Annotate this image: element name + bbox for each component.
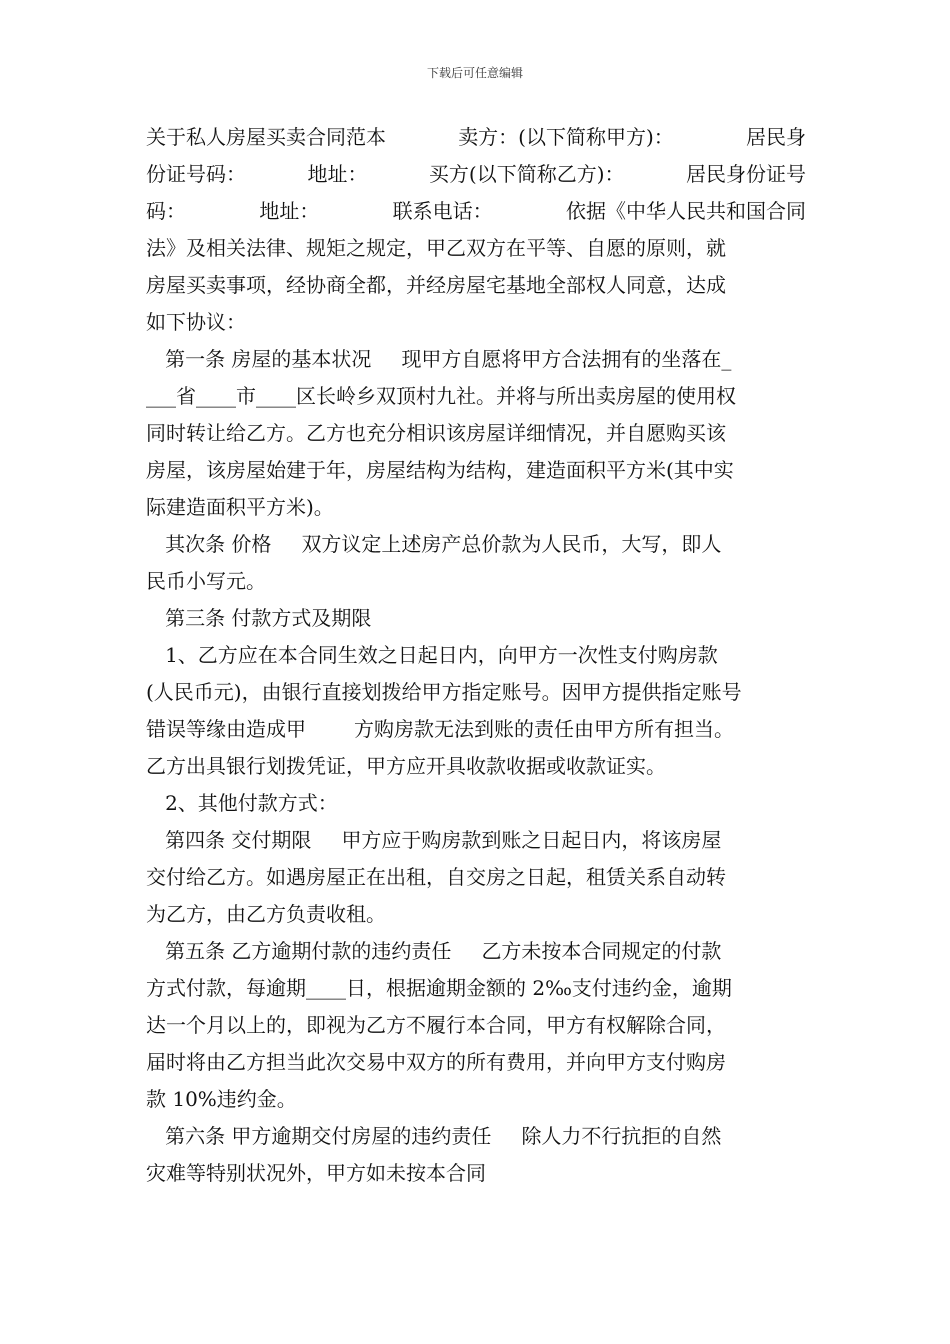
text-segment: 方式付款，每逾期____日，根据逾期金额的 2‰支付违约金，逾期 bbox=[146, 976, 732, 1000]
text-segment: 房屋，该房屋始建于年，房屋结构为结构，建造面积平方米(其中实 bbox=[146, 458, 734, 482]
text-segment: 灾难等特别状况外，甲方如未按本合同 bbox=[146, 1161, 486, 1185]
text-line bbox=[146, 711, 806, 748]
text-line bbox=[146, 230, 806, 267]
text-line bbox=[146, 748, 806, 785]
text-segment: 房屋买卖事项，经协商全都，并经房屋宅基地全部权人同意，达成 bbox=[146, 273, 726, 297]
text-line bbox=[146, 378, 806, 415]
text-segment: 达一个月以上的，即视为乙方不履行本合同，甲方有权解除合同， bbox=[146, 1013, 726, 1037]
text-segment: 第五条 乙方逾期付款的违约责任 bbox=[146, 939, 452, 963]
text-segment: 其次条 价格 bbox=[146, 532, 272, 556]
text-segment: 码： bbox=[146, 199, 186, 223]
text-line bbox=[146, 415, 806, 452]
text-segment: 卖方：(以下简称甲方)： bbox=[458, 125, 674, 149]
text-segment: 双方议定上述房产总价款为人民币，大写，即人 bbox=[301, 532, 722, 556]
text-segment: ___省____市____区长岭乡双顶村九社。并将与所出卖房屋的使用权 bbox=[146, 384, 736, 408]
text-segment: 甲方应于购房款到账之日起日内，将该房屋 bbox=[341, 828, 722, 852]
text-line bbox=[146, 1044, 806, 1081]
text-line bbox=[146, 822, 806, 859]
text-line bbox=[146, 156, 806, 193]
text-segment: 方购房款无法到账的责任由甲方所有担当。 bbox=[354, 717, 734, 741]
text-segment: 份证号码： bbox=[146, 162, 246, 186]
text-line bbox=[146, 970, 806, 1007]
text-segment: 第三条 付款方式及期限 bbox=[146, 606, 372, 630]
text-line bbox=[146, 526, 806, 563]
text-segment: 地址： bbox=[259, 199, 320, 223]
text-line bbox=[146, 452, 806, 489]
text-line bbox=[146, 600, 806, 637]
text-segment: 如下协议： bbox=[146, 310, 246, 334]
text-segment: 居民身 bbox=[745, 125, 806, 149]
text-segment: 错误等缘由造成甲 bbox=[146, 717, 306, 741]
page-header: 下载后可任意编辑 bbox=[426, 66, 523, 80]
text-segment: 乙方未按本合同规定的付款 bbox=[481, 939, 722, 963]
text-segment: 际建造面积平方米)。 bbox=[146, 495, 334, 519]
text-line bbox=[146, 193, 806, 230]
text-segment: 依据《中华人民共和国合同 bbox=[565, 199, 806, 223]
text-segment: 地址： bbox=[307, 162, 368, 186]
text-segment: 关于私人房屋买卖合同范本 bbox=[146, 125, 386, 149]
text-segment: 第六条 甲方逾期交付房屋的违约责任 bbox=[146, 1124, 492, 1148]
text-segment: 民币小写元。 bbox=[146, 569, 266, 593]
text-line bbox=[146, 896, 806, 933]
text-line bbox=[146, 1007, 806, 1044]
text-line bbox=[146, 1155, 806, 1192]
text-segment: 现甲方自愿将甲方合法拥有的坐落在_ bbox=[401, 347, 732, 371]
text-line bbox=[146, 563, 806, 600]
text-line bbox=[146, 637, 806, 674]
text-line bbox=[146, 933, 806, 970]
text-segment: 第一条 房屋的基本状况 bbox=[146, 347, 372, 371]
text-segment: 第四条 交付期限 bbox=[146, 828, 312, 852]
text-segment: 款 10%违约金。 bbox=[146, 1087, 297, 1111]
text-line bbox=[146, 489, 806, 526]
text-segment: 2、其他付款方式： bbox=[146, 791, 338, 815]
text-segment: 届时将由乙方担当此次交易中双方的所有费用，并向甲方支付购房 bbox=[146, 1050, 726, 1074]
text-segment: 为乙方，由乙方负责收租。 bbox=[146, 902, 386, 926]
text-line bbox=[146, 1081, 806, 1118]
contract-body bbox=[146, 119, 806, 1192]
text-line bbox=[146, 341, 806, 378]
text-segment: 居民身份证号 bbox=[685, 162, 806, 186]
text-line bbox=[146, 859, 806, 896]
text-line bbox=[146, 785, 806, 822]
text-segment: 买方(以下简称乙方)： bbox=[428, 162, 625, 186]
text-segment: 除人力不行抗拒的自然 bbox=[521, 1124, 722, 1148]
text-segment: 法》及相关法律、规矩之规定，甲乙双方在平等、自愿的原则，就 bbox=[146, 236, 726, 260]
text-line bbox=[146, 304, 806, 341]
text-segment: 1、乙方应在本合同生效之日起日内，向甲方一次性支付购房款 bbox=[146, 643, 718, 667]
text-segment: 同时转让给乙方。乙方也充分相识该房屋详细情况，并自愿购买该 bbox=[146, 421, 726, 445]
text-segment: (人民币元)，由银行直接划拨给甲方指定账号。因甲方提供指定账号 bbox=[146, 680, 742, 704]
text-segment: 乙方出具银行划拨凭证，甲方应开具收款收据或收款证实。 bbox=[146, 754, 666, 778]
text-line bbox=[146, 119, 806, 156]
text-segment: 交付给乙方。如遇房屋正在出租，自交房之日起，租赁关系自动转 bbox=[146, 865, 726, 889]
text-line bbox=[146, 267, 806, 304]
text-line bbox=[146, 1118, 806, 1155]
text-segment: 联系电话： bbox=[392, 199, 493, 223]
text-line bbox=[146, 674, 806, 711]
